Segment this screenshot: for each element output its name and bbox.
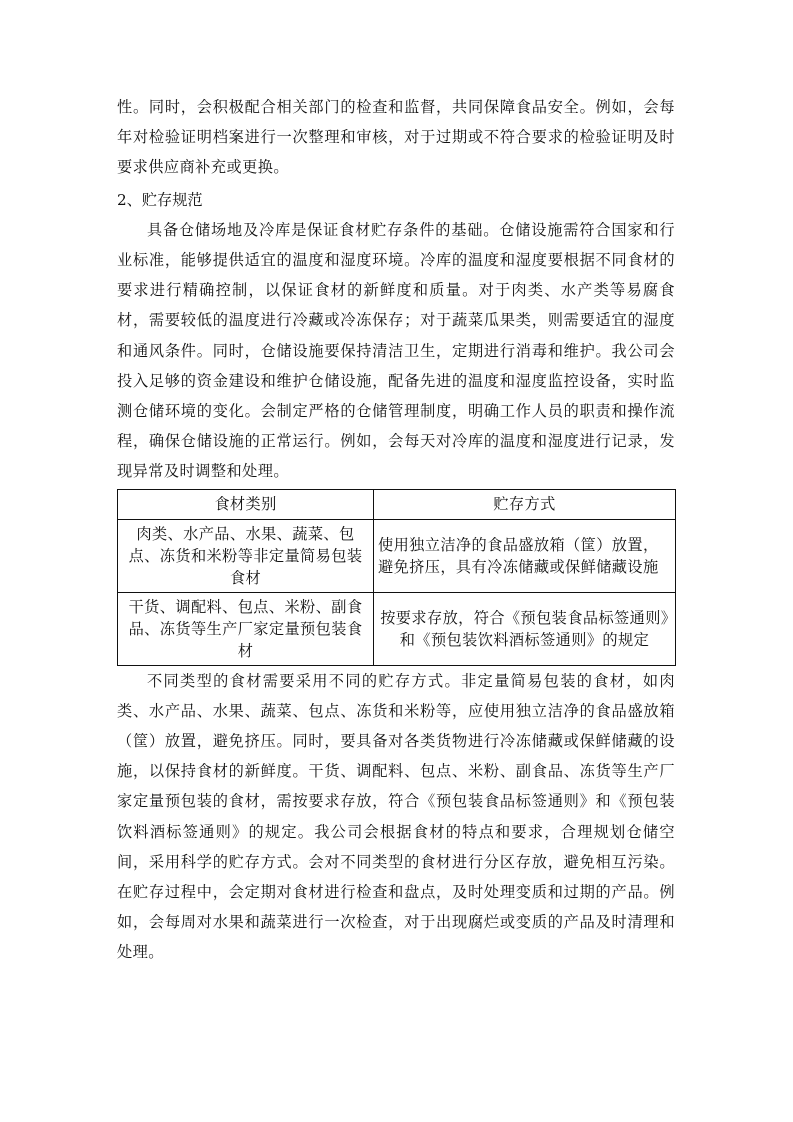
table-cell-category: 肉类、水产品、水果、蔬菜、包点、冻货和米粉等非定量简易包装食材 xyxy=(118,519,374,592)
section-heading: 2、贮存规范 xyxy=(117,190,203,209)
paragraph-storage-methods: 不同类型的食材需要采用不同的贮存方式。非定量简易包装的食材，如肉类、水产品、水果、蔬菜、包点、冻货和米粉等，应使用独立洁净的食品盛放箱（筐）放置，避免挤压。同时，要具备对各类货物进行冷冻储藏或保鲜储藏的设施，以保持食材的新鲜度。干货、调配料、包点、米粉、副食品、冻货等生产厂家定量预包装的食材，需按要求存放，符合《预包装食品标签通则》和《预包装饮料酒标签通则》的规定。我公司会根据食材的特点和要求，合理规划仓储空间，采用科学的贮存方式。会对不同类型的食材进行分区存放，避免相互污染。在贮存过程中，会定期对食材进行检查和盘点，及时处理变质和过期的产品。例如，会每周对水果和蔬菜进行一次检查，对于出现腐烂或变质的产品及时清理和处理。 xyxy=(117,671,675,962)
table-row xyxy=(118,519,676,592)
paragraph-continued: 性。同时，会积极配合相关部门的检查和监督，共同保障食品安全。例如，会每年对检验证明档案进行一次整理和审核，对于过期或不符合要求的检验证明及时要求供应商补充或更换。 xyxy=(117,98,675,177)
table-cell-method: 使用独立洁净的食品盛放箱（筐）放置，避免挤压，具有冷冻储藏或保鲜储藏设施 xyxy=(374,519,676,592)
table-header-row xyxy=(118,489,676,519)
table-cell-method: 按要求存放，符合《预包装食品标签通则》和《预包装饮料酒标签通则》的规定 xyxy=(374,592,676,665)
table-row xyxy=(118,592,676,665)
table-header-method: 贮存方式 xyxy=(374,489,676,519)
document-page xyxy=(117,92,675,968)
storage-table xyxy=(117,489,676,666)
table-cell-category: 干货、调配料、包点、米粉、副食品、冻货等生产厂家定量预包装食材 xyxy=(118,592,374,665)
table-header-category: 食材类别 xyxy=(118,489,374,519)
paragraph-storage-facilities: 具备仓储场地及冷库是保证食材贮存条件的基础。仓储设施需符合国家和行业标准，能够提供适宜的温度和湿度环境。冷库的温度和湿度要根据不同食材的要求进行精确控制，以保证食材的新鲜度和质量。对于肉类、水产类等易腐食材，需要较低的温度进行冷藏或冷冻保存；对于蔬菜瓜果类，则需要适宜的湿度和通风条件。同时，仓储设施要保持清洁卫生，定期进行消毒和维护。我公司会投入足够的资金建设和维护仓储设施，配备先进的温度和湿度监控设备，实时监测仓储环境的变化。会制定严格的仓储管理制度，明确工作人员的职责和操作流程，确保仓储设施的正常运行。例如，会每天对冷库的温度和湿度进行记录，发现异常及时调整和处理。 xyxy=(117,220,675,481)
